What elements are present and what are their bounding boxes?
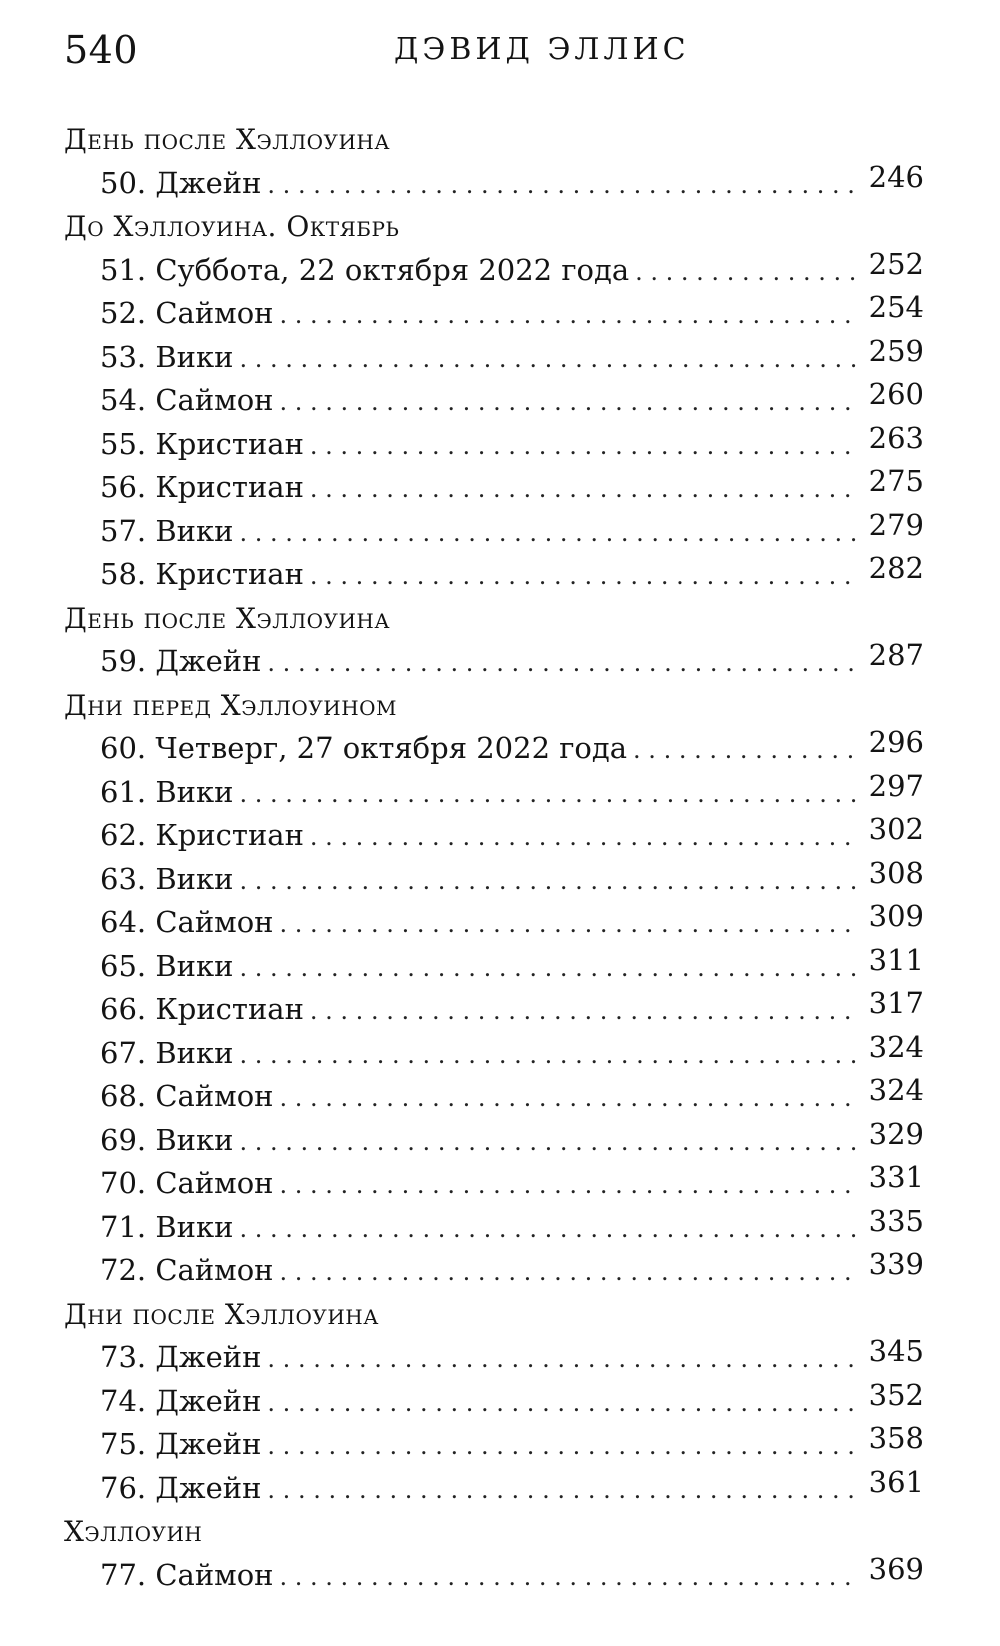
toc-entry-page-number: 246 bbox=[868, 159, 924, 194]
toc-entry-page-number: 331 bbox=[868, 1160, 924, 1194]
toc-entry bbox=[64, 1203, 924, 1250]
toc-entry bbox=[64, 1116, 924, 1163]
toc-entry bbox=[64, 640, 924, 684]
dot-leader bbox=[267, 642, 856, 686]
dot-leader bbox=[280, 1556, 857, 1600]
dot-leader bbox=[267, 1469, 856, 1513]
toc-entry-page-number: 282 bbox=[868, 551, 924, 585]
toc-entry-page-number: 309 bbox=[868, 899, 924, 933]
toc-entry-title: 55. Кристиан bbox=[100, 426, 304, 461]
toc-entry-title: 51. Суббота, 22 октября 2022 года bbox=[100, 252, 630, 287]
toc-entry-title: 66. Кристиан bbox=[100, 992, 304, 1026]
book-author: ДЭВИД ЭЛЛИС bbox=[394, 32, 690, 67]
toc-entry bbox=[64, 727, 924, 771]
dot-leader bbox=[267, 164, 856, 208]
dot-leader bbox=[280, 381, 857, 425]
toc-part-heading: Дни после Хэллоуина bbox=[64, 1297, 379, 1331]
dot-leader bbox=[280, 1077, 857, 1121]
toc-part-heading: День после Хэллоуина bbox=[64, 601, 391, 635]
toc-entry-page-number: 345 bbox=[868, 1334, 924, 1368]
dot-leader bbox=[267, 1338, 856, 1382]
toc-entry bbox=[64, 1336, 924, 1380]
toc-entry-title: 50. Джейн bbox=[100, 165, 262, 200]
toc-entry bbox=[64, 1075, 924, 1119]
toc-entry-title: 76. Джейн bbox=[100, 1470, 262, 1505]
toc-entry-page-number: 317 bbox=[868, 986, 924, 1020]
dot-leader bbox=[267, 1425, 856, 1469]
toc-entry-page-number: 296 bbox=[868, 725, 924, 759]
dot-leader bbox=[239, 1121, 856, 1165]
toc-entry bbox=[64, 466, 924, 510]
toc-entry-title: 67. Вики bbox=[100, 1035, 234, 1070]
toc-entry-title: 71. Вики bbox=[100, 1209, 234, 1244]
dot-leader bbox=[239, 773, 856, 817]
toc-entry-page-number: 311 bbox=[868, 942, 924, 977]
dot-leader bbox=[239, 338, 856, 382]
toc-entry-title: 52. Саймон bbox=[100, 296, 274, 330]
toc-entry bbox=[64, 507, 924, 554]
toc-entry bbox=[64, 768, 924, 815]
toc-entry-title: 54. Саймон bbox=[100, 383, 274, 417]
dot-leader bbox=[310, 816, 856, 860]
toc-entry-page-number: 259 bbox=[868, 333, 924, 368]
toc-entry-page-number: 339 bbox=[868, 1247, 924, 1281]
toc-entry-page-number: 287 bbox=[868, 638, 924, 672]
toc-entry-page-number: 308 bbox=[868, 855, 924, 890]
toc-entry-title: 74. Джейн bbox=[100, 1383, 262, 1418]
dot-leader bbox=[239, 512, 856, 556]
toc-entry bbox=[64, 553, 924, 597]
toc-part-heading: До Хэллоуина. Октябрь bbox=[64, 210, 400, 243]
toc-entry-title: 72. Саймон bbox=[100, 1253, 274, 1287]
dot-leader bbox=[239, 860, 856, 904]
dot-leader bbox=[310, 425, 856, 469]
toc-entry-title: 64. Саймон bbox=[100, 905, 274, 939]
toc-entry-title: 63. Вики bbox=[100, 861, 234, 896]
toc-entry-page-number: 252 bbox=[868, 246, 924, 281]
dot-leader bbox=[239, 1034, 856, 1078]
toc-entry-title: 68. Саймон bbox=[100, 1079, 274, 1113]
dot-leader bbox=[280, 1251, 857, 1295]
toc-entry-page-number: 275 bbox=[868, 464, 924, 498]
dot-leader bbox=[280, 1164, 857, 1208]
dot-leader bbox=[635, 251, 856, 295]
dot-leader bbox=[280, 294, 857, 338]
toc-entry-title: 65. Вики bbox=[100, 948, 234, 983]
dot-leader bbox=[239, 947, 856, 991]
toc-entry-page-number: 329 bbox=[868, 1116, 924, 1151]
toc-entry bbox=[64, 1423, 924, 1467]
toc-entry-page-number: 324 bbox=[868, 1029, 924, 1064]
toc-entry-page-number: 335 bbox=[868, 1203, 924, 1238]
toc-entry-title: 70. Саймон bbox=[100, 1166, 274, 1200]
dot-leader bbox=[633, 729, 856, 773]
toc-entry-title: 56. Кристиан bbox=[100, 470, 304, 504]
toc-part-heading: Хэллоуин bbox=[64, 1515, 203, 1548]
toc-entry bbox=[64, 420, 924, 467]
toc-entry-page-number: 279 bbox=[868, 507, 924, 542]
table-of-contents bbox=[64, 118, 924, 1597]
dot-leader bbox=[267, 1382, 856, 1426]
toc-entry-title: 59. Джейн bbox=[100, 644, 262, 678]
toc-entry-title: 62. Кристиан bbox=[100, 818, 304, 852]
dot-leader bbox=[280, 903, 857, 947]
toc-entry bbox=[64, 855, 924, 902]
toc-entry-page-number: 263 bbox=[868, 420, 924, 455]
toc-entry-page-number: 361 bbox=[868, 1464, 924, 1499]
toc-entry bbox=[64, 1162, 924, 1206]
toc-entry-page-number: 352 bbox=[868, 1377, 924, 1412]
toc-entry-title: 60. Четверг, 27 октября 2022 года bbox=[100, 731, 628, 765]
toc-entry-page-number: 358 bbox=[868, 1421, 924, 1455]
toc-entry bbox=[64, 1551, 924, 1598]
running-head bbox=[64, 28, 940, 78]
toc-entry bbox=[64, 1249, 924, 1293]
toc-entry-title: 73. Джейн bbox=[100, 1340, 262, 1374]
toc-entry bbox=[64, 988, 924, 1032]
page-number: 540 bbox=[64, 28, 139, 72]
toc-entry bbox=[64, 942, 924, 989]
toc-entry-page-number: 297 bbox=[868, 768, 924, 803]
dot-leader bbox=[239, 1208, 856, 1252]
toc-entry-title: 57. Вики bbox=[100, 513, 234, 548]
toc-entry-page-number: 254 bbox=[868, 290, 924, 324]
toc-entry-page-number: 302 bbox=[868, 812, 924, 846]
dot-leader bbox=[310, 990, 856, 1034]
toc-entry-title: 61. Вики bbox=[100, 774, 234, 809]
dot-leader bbox=[310, 468, 856, 512]
toc-entry-page-number: 369 bbox=[868, 1551, 924, 1586]
toc-entry bbox=[64, 333, 924, 380]
toc-entry-title: 77. Саймон bbox=[100, 1557, 274, 1592]
toc-entry bbox=[64, 379, 924, 423]
toc-entry bbox=[64, 1377, 924, 1424]
toc-entry-title: 58. Кристиан bbox=[100, 557, 304, 591]
toc-entry bbox=[64, 814, 924, 858]
toc-entry-page-number: 324 bbox=[868, 1073, 924, 1107]
toc-entry bbox=[64, 1464, 924, 1511]
toc-entry bbox=[64, 246, 924, 293]
dot-leader bbox=[310, 555, 856, 599]
toc-entry-title: 53. Вики bbox=[100, 339, 234, 374]
toc-entry-title: 75. Джейн bbox=[100, 1427, 262, 1461]
toc-entry-title: 69. Вики bbox=[100, 1122, 234, 1157]
toc-entry bbox=[64, 1029, 924, 1076]
toc-part-heading: День после Хэллоуина bbox=[64, 123, 391, 156]
toc-part-heading: Дни перед Хэллоуином bbox=[64, 688, 398, 722]
toc-entry-page-number: 260 bbox=[868, 377, 924, 411]
toc-entry bbox=[64, 159, 924, 206]
toc-entry bbox=[64, 901, 924, 945]
toc-entry bbox=[64, 292, 924, 336]
